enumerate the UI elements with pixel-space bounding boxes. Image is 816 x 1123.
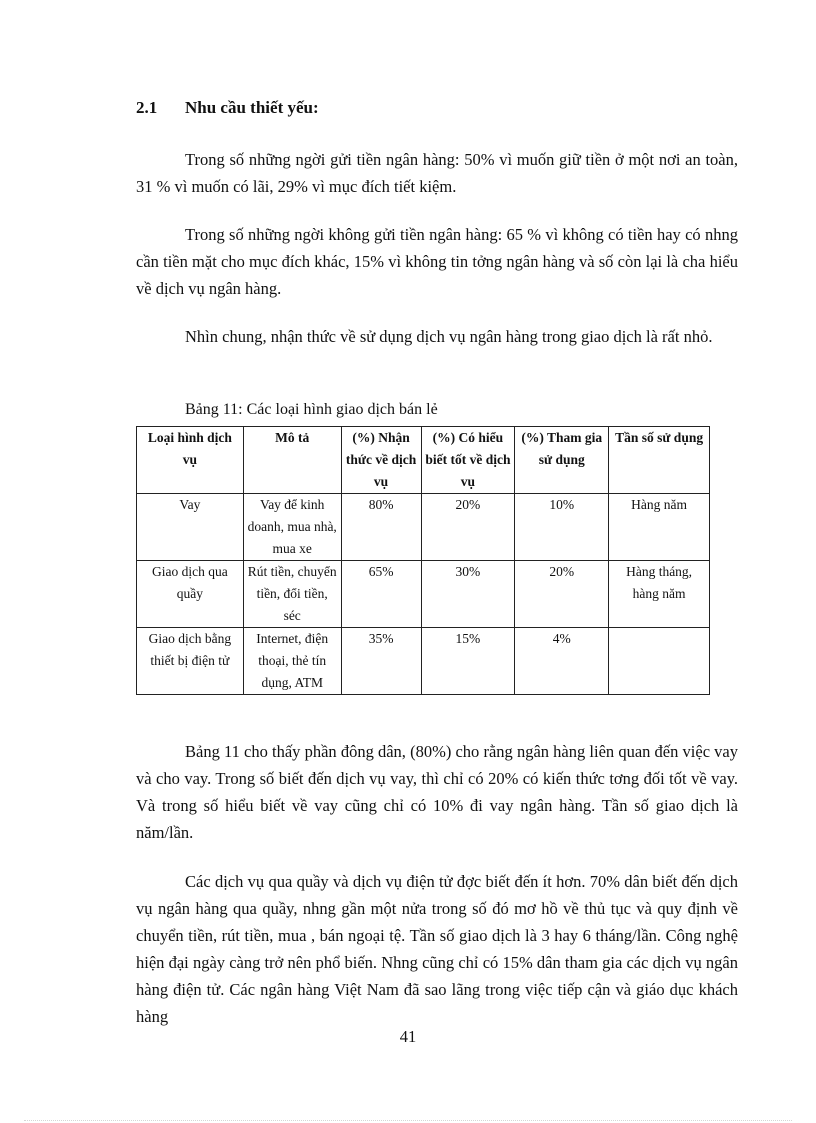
header-description: Mô tả xyxy=(243,427,341,494)
paragraph-3: Nhìn chung, nhận thức về sử dụng dịch vụ ngân hàng trong giao dịch là rất nhỏ. xyxy=(185,327,713,346)
cell-description: Rút tiền, chuyển tiền, đổi tiền, séc xyxy=(243,561,341,628)
section-title: Nhu cầu thiết yếu: xyxy=(185,98,319,117)
paragraph-5: Các dịch vụ qua quầy và dịch vụ điện tử đợc biết đến ít hơn. 70% dân biết đến dịch vụ ngân hàng qua quầy, nhng gần một nửa trong số đó mơ hồ về thủ tục và quy định về chuyển tiền, rút tiền, mua , bán ngoại tệ. Tần số giao dịch là 3 hay 6 tháng/lần. Công nghệ hiện đại ngày càng trở nên phổ biến. Nhng cũng chỉ có 15% dân tham gia các dịch vụ ngân hàng điện tử. Các ngân hàng Việt Nam đã sao lãng trong việc tiếp cận và giáo dục khách hàng xyxy=(136,872,738,1026)
header-awareness: (%) Nhận thức về dịch vụ xyxy=(341,427,421,494)
page-bottom-rule xyxy=(24,1120,792,1121)
paragraph-4: Bảng 11 cho thấy phần đông dân, (80%) cho rằng ngân hàng liên quan đến việc vay và cho vay. Trong số biết đến dịch vụ vay, thì chỉ có 20% có kiến thức tơng đối tốt về vay. Và trong số hiểu biết về vay cũng chỉ có 10% đi vay ngân hàng. Tần số giao dịch là năm/lần. xyxy=(136,742,738,842)
retail-transactions-table xyxy=(136,426,710,695)
cell-understanding: 30% xyxy=(421,561,515,628)
header-service-type: Loại hình dịch vụ xyxy=(137,427,244,494)
cell-frequency xyxy=(609,628,710,695)
cell-understanding: 15% xyxy=(421,628,515,695)
table-header-row xyxy=(137,427,710,494)
table-row xyxy=(137,494,710,561)
cell-participation: 4% xyxy=(515,628,609,695)
cell-description: Internet, điện thoại, thẻ tín dụng, ATM xyxy=(243,628,341,695)
cell-frequency: Hàng năm xyxy=(609,494,710,561)
page-number: 41 xyxy=(399,1027,417,1046)
table-caption: Bảng 11: Các loại hình giao dịch bán lẻ xyxy=(185,401,438,418)
cell-service-type: Giao dịch qua quầy xyxy=(137,561,244,628)
table-row xyxy=(137,561,710,628)
header-participation: (%) Tham gia sử dụng xyxy=(515,427,609,494)
cell-awareness: 65% xyxy=(341,561,421,628)
table-row xyxy=(137,628,710,695)
section-number: 2.1 xyxy=(136,98,158,117)
cell-service-type: Giao dịch bằng thiết bị điện tử xyxy=(137,628,244,695)
section-heading xyxy=(136,98,319,118)
cell-service-type: Vay xyxy=(137,494,244,561)
cell-description: Vay để kinh doanh, mua nhà, mua xe xyxy=(243,494,341,561)
cell-participation: 20% xyxy=(515,561,609,628)
paragraph-2: Trong số những ngời không gửi tiền ngân hàng: 65 % vì không có tiền hay có nhng cần tiền mặt cho mục đích khác, 15% vì không tin tởng ngân hàng và số còn lại là cha hiểu về dịch vụ ngân hàng. xyxy=(136,225,738,298)
header-understanding: (%) Có hiểu biết tốt về dịch vụ xyxy=(421,427,515,494)
cell-frequency: Hàng tháng, hàng năm xyxy=(609,561,710,628)
cell-participation: 10% xyxy=(515,494,609,561)
cell-awareness: 80% xyxy=(341,494,421,561)
cell-understanding: 20% xyxy=(421,494,515,561)
header-frequency: Tần số sử dụng xyxy=(609,427,710,494)
paragraph-1: Trong số những ngời gửi tiền ngân hàng: 50% vì muốn giữ tiền ở một nơi an toàn, 31 % vì muốn có lãi, 29% vì mục đích tiết kiệm. xyxy=(136,150,738,196)
cell-awareness: 35% xyxy=(341,628,421,695)
